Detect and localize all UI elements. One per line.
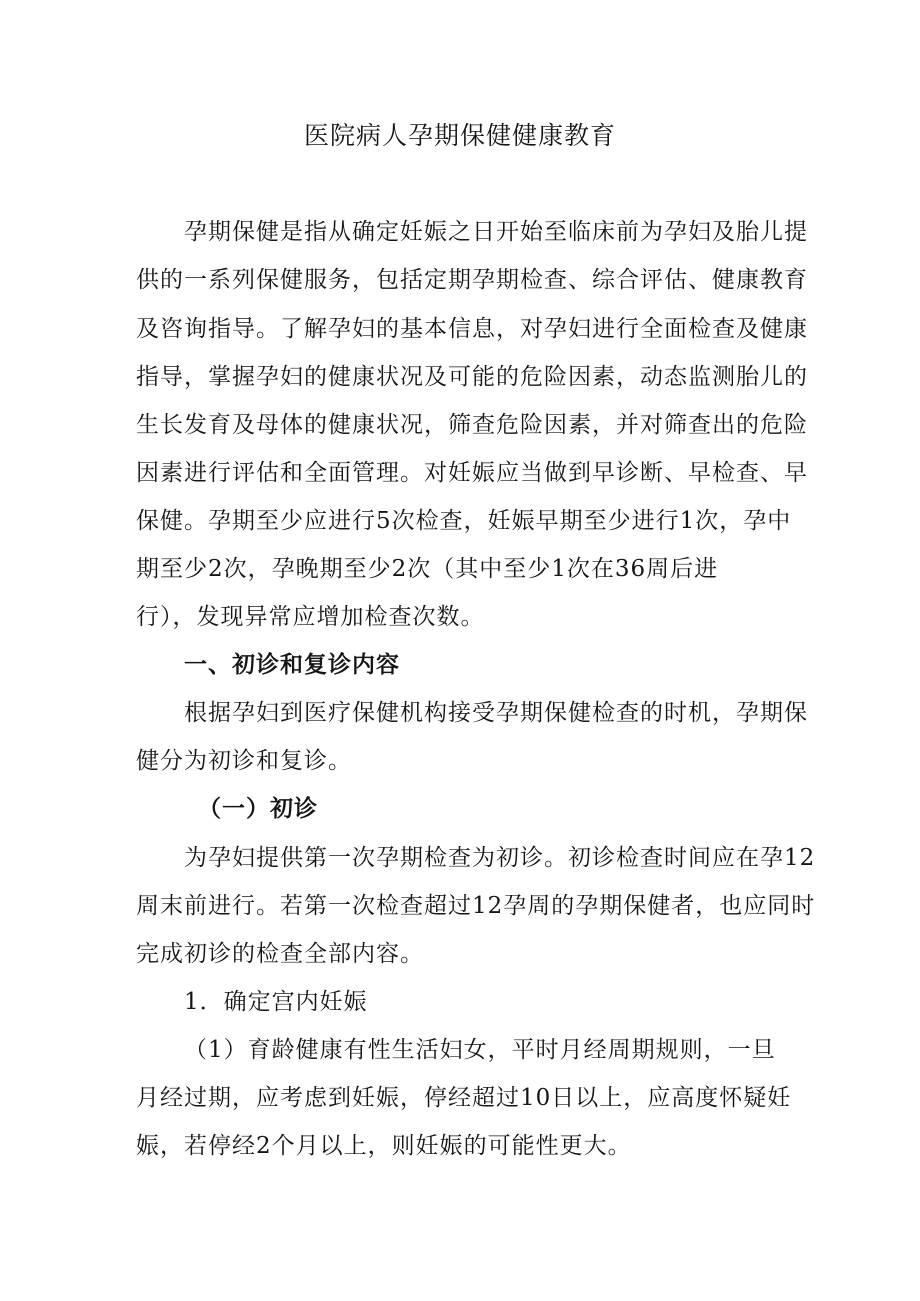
document-title: 医院病人孕期保健健康教育 — [303, 121, 616, 150]
paragraph-3-line-3: 完成初诊的检查全部内容。 — [136, 941, 424, 967]
paragraph-4-line-3: 娠，若停经2个月以上，则妊娠的可能性更大。 — [136, 1133, 632, 1159]
paragraph-1-line-6: 因素进行评估和全面管理。对妊娠应当做到早诊断、早检查、早 — [136, 460, 808, 486]
paragraph-2-line-1: 根据孕妇到医疗保健机构接受孕期保健检查的时机，孕期保 — [184, 700, 808, 726]
paragraph-1-line-4: 指导，掌握孕妇的健康状况及可能的危险因素，动态监测胎儿的 — [136, 364, 808, 390]
item-heading: 1．确定宫内妊娠 — [184, 989, 368, 1015]
section-heading: 一、初诊和复诊内容 — [184, 651, 400, 678]
paragraph-4-line-1: （1）育龄健康有性生活妇女，平时月经周期规则，一旦 — [184, 1037, 776, 1063]
paragraph-1-line-1: 孕期保健是指从确定妊娠之日开始至临床前为孕妇及胎儿提 — [184, 219, 808, 245]
paragraph-3-line-2: 周末前进行。若第一次检查超过12孕周的孕期保健者，也应同时 — [136, 893, 816, 919]
paragraph-1-line-8: 期至少2次，孕晚期至少2次（其中至少1次在36周后进 — [136, 556, 719, 582]
paragraph-1-line-5: 生长发育及母体的健康状况，筛查危险因素，并对筛查出的危险 — [136, 412, 808, 438]
paragraph-1-line-3: 及咨询指导。了解孕妇的基本信息，对孕妇进行全面检查及健康 — [136, 316, 808, 342]
paragraph-3-line-1: 为孕妇提供第一次孕期检查为初诊。初诊检查时间应在孕12 — [184, 845, 816, 871]
subsection-heading: （一）初诊 — [198, 795, 318, 822]
paragraph-4-line-2: 月经过期，应考虑到妊娠，停经超过10日以上，应高度怀疑妊 — [136, 1085, 792, 1111]
paragraph-2-line-2: 健分为初诊和复诊。 — [136, 748, 352, 774]
paragraph-1-line-9: 行），发现异常应增加检查次数。 — [136, 604, 485, 630]
paragraph-1-line-2: 供的一系列保健服务，包括定期孕期检查、综合评估、健康教育 — [136, 267, 808, 293]
paragraph-1-line-7: 保健。孕期至少应进行5次检查，妊娠早期至少进行1次，孕中 — [136, 508, 792, 534]
